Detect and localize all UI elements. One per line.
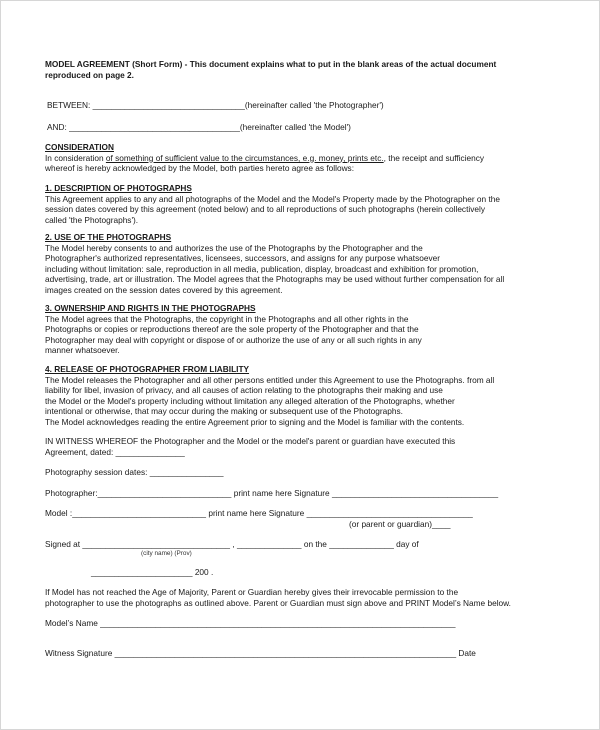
section-use <box>45 232 557 296</box>
section2-line: The Model hereby consents to and authorizes the use of the Photographs by the Photographer and the <box>45 242 423 253</box>
section-release <box>45 364 557 428</box>
section2-line: advertising, trade, art or illustration. The Model agrees that the Photographs may be used without further compensation for all <box>45 274 505 285</box>
consideration-prefix: In consideration <box>45 152 106 163</box>
section1-heading: 1. DESCRIPTION OF PHOTOGRAPHS <box>45 183 192 193</box>
session-dates-field[interactable]: Photography session dates: ________________ <box>45 467 224 477</box>
guardian-notice-line-1: If Model has not reached the Age of Majority, Parent or Guardian hereby gives their irrevocable permission to the <box>45 587 459 597</box>
section1-line: This Agreement applies to any and all photographs of the Model and the Model's Property made by the Photographer on the <box>45 193 500 204</box>
consideration-heading: CONSIDERATION <box>45 142 114 152</box>
section4-line: intentional or otherwise, that may occur during the making or subsequent use of the Photographs. <box>45 406 403 417</box>
photographer-signature-field[interactable]: Photographer:_____________________________ print name here Signature ____________________________________ <box>45 488 499 498</box>
consideration-line-1 <box>45 153 557 164</box>
section3-line: The Model agrees that the Photographs, the copyright in the Photographs and all other rights in the <box>45 313 409 324</box>
section4-heading: 4. RELEASE OF PHOTOGRAPHER FROM LIABILITY <box>45 364 250 374</box>
section-description <box>45 183 557 225</box>
section2-heading: 2. USE OF THE PHOTOGRAPHS <box>45 232 172 242</box>
section2-line: images created on the session dates covered by this agreement. <box>45 284 283 295</box>
model-signature-field[interactable]: Model :_____________________________ print name here Signature ____________________________________ <box>45 508 473 518</box>
section4-line: The Model releases the Photographer and all other persons entitled under this Agreement to use the Photographs. from all <box>45 374 495 385</box>
title-line-2: reproduced on page 2. <box>45 69 134 80</box>
section3-line: Photographs or copies or reproductions thereof are the sole property of the Photographer and that the <box>45 324 419 335</box>
and-line: AND: _____________________________________(hereinafter called 'the Model') <box>47 122 351 132</box>
consideration-section <box>45 142 557 174</box>
guardian-notice-line-2: photographer to use the photographs as outlined above. Parent or Guardian must sign above and PRINT Model’s Name below. <box>45 597 511 608</box>
city-prov-caption: (city name) (Prov) <box>141 550 192 557</box>
agreement-dated-field[interactable]: Agreement, dated: _______________ <box>45 446 185 457</box>
section3-line: Photographer may deal with copyright or dispose of or authorize the use of any or all such rights in any <box>45 334 422 345</box>
witness-line-1: IN WITNESS WHEREOF the Photographer and the Model or the model's parent or guardian have executed this <box>45 436 456 446</box>
parent-guardian-field[interactable]: (or parent or guardian)____ <box>349 519 451 529</box>
witness-signature-field[interactable]: Witness Signature __________________________________________________________________________ Date <box>45 648 476 658</box>
section4-line: the Model or the Model's property including without limitation any alleged alteration of the Photographs, whether <box>45 395 455 406</box>
consideration-underlined: of something of sufficient value to the circumstances, e.g. money, prints etc. <box>105 152 384 163</box>
models-name-field[interactable]: Model’s Name _____________________________________________________________________________ <box>45 618 456 628</box>
section1-line: called 'the Photographs'). <box>45 214 139 225</box>
document-title <box>45 59 557 80</box>
section4-line: The Model acknowledges reading the entire Agreement prior to signing and the Model is familiar with the contents. <box>45 416 465 427</box>
section-ownership <box>45 303 557 356</box>
consideration-line-2: whereof is hereby acknowledged by the Model, both parties hereto agree as follows: <box>45 163 355 174</box>
witness-block <box>45 436 557 457</box>
consideration-suffix: , the receipt and sufficiency <box>383 152 485 163</box>
section3-line: manner whatsoever. <box>45 345 120 356</box>
section2-line: including without limitation: sale, reproduction in all media, publication, display, broadcast and exhibition for promotion, <box>45 263 479 274</box>
year-field[interactable]: ______________________ 200 . <box>91 567 214 577</box>
title-line-1: MODEL AGREEMENT (Short Form) - This document explains what to put in the blank areas of the actual document <box>45 59 497 69</box>
between-line: BETWEEN: _________________________________(hereinafter called 'the Photographer') <box>47 100 384 110</box>
guardian-notice <box>45 587 557 608</box>
section3-heading: 3. OWNERSHIP AND RIGHTS IN THE PHOTOGRAPHS <box>45 303 256 313</box>
section2-line: Photographer's authorized representatives, licensees, successors, and assigns for any purpose whatsoever <box>45 253 440 264</box>
signed-at-field[interactable]: Signed at ________________________________ , ______________ on the ______________ day of <box>45 539 419 549</box>
section1-line: session dates covered by this agreement (noted below) and to all reproductions of such photographs (herein collectively <box>45 204 485 215</box>
section4-line: liability for libel, invasion of privacy, and all causes of action relating to the photographs their making and use <box>45 385 443 396</box>
